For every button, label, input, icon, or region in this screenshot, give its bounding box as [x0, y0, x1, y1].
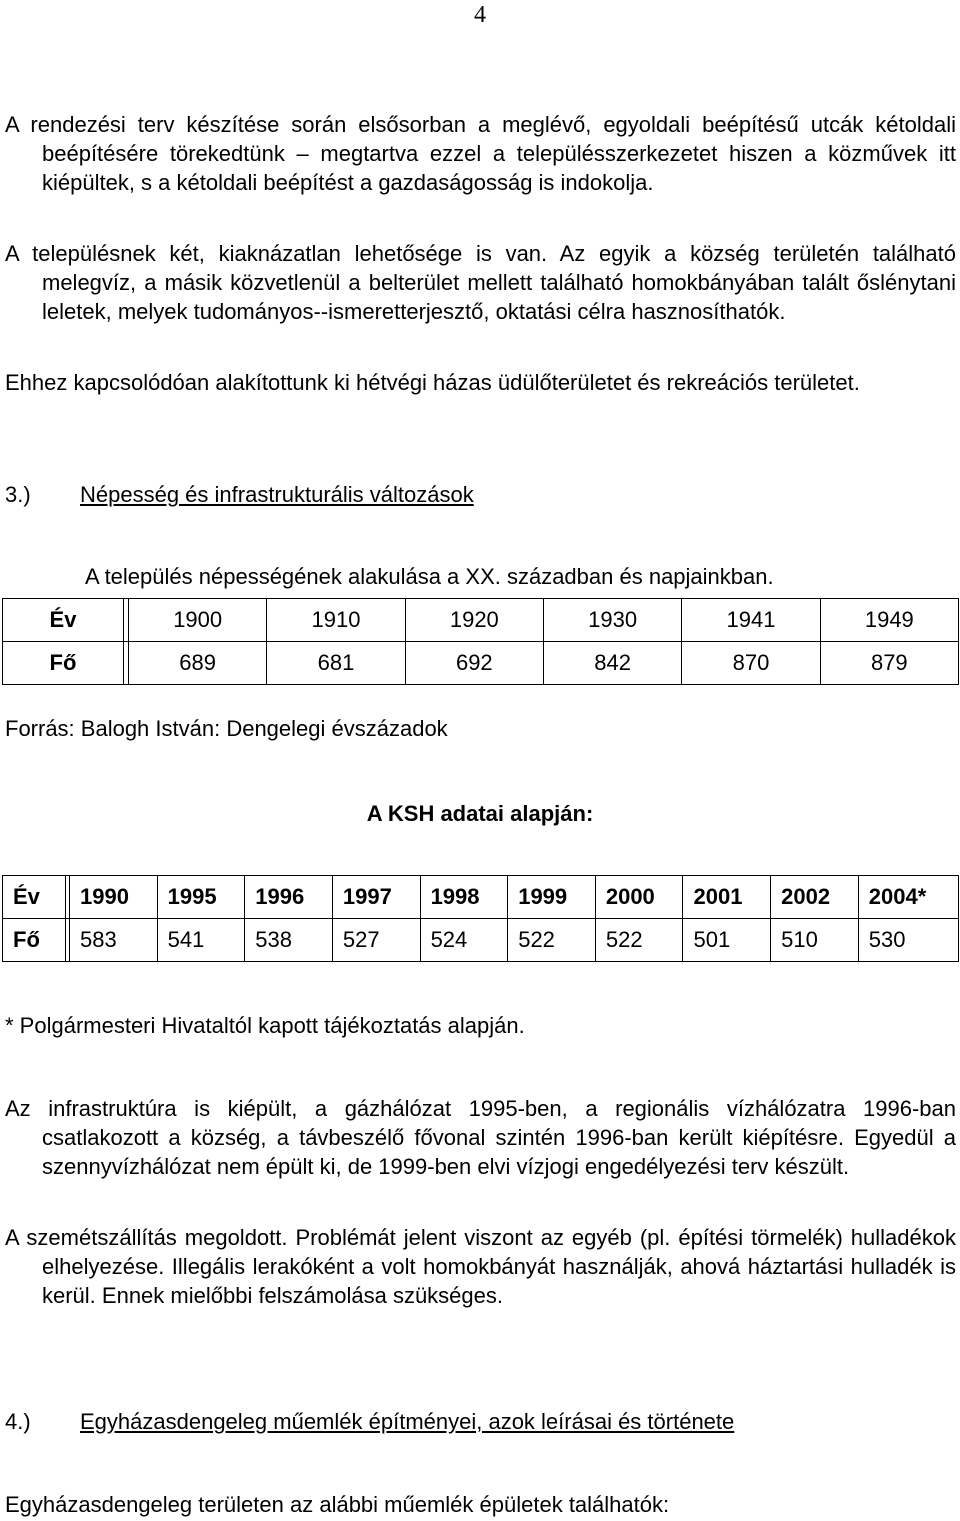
page-number: 4	[474, 2, 486, 28]
section-3-heading	[5, 480, 474, 509]
section-title: Egyházasdengeleg műemlék építményei, azok leírásai és története	[80, 1409, 735, 1434]
table-cell: 1995	[157, 876, 245, 919]
table-cell: 538	[245, 919, 333, 962]
table-cell: 522	[508, 919, 596, 962]
table-cell: 1999	[508, 876, 596, 919]
table-cell: 583	[70, 919, 158, 962]
table-row	[3, 599, 959, 642]
section-number: 4.)	[5, 1409, 31, 1434]
table-cell: 1941	[682, 599, 820, 642]
row-header-population: Fő	[3, 919, 66, 962]
table-cell: 1920	[405, 599, 543, 642]
table-cell: 541	[157, 919, 245, 962]
table-cell: 527	[332, 919, 420, 962]
paragraph-szemetszallitas: A szemétszállítás megoldott. Problémát jelent viszont az egyéb (pl. építési törmelék) hulladékok elhelyezése. Illegális lerakóként a volt homokbányát használják, ahová háztartási hulladék is kerül. Ennek mielőbbi felszámolása szükséges.	[5, 1225, 956, 1308]
table2-footnote: * Polgármesteri Hivataltól kapott tájékoztatás alapján.	[5, 1013, 525, 1038]
table-cell: 1930	[543, 599, 681, 642]
table-cell: 510	[771, 919, 859, 962]
table-cell: 692	[405, 642, 543, 685]
table-cell: 1996	[245, 876, 333, 919]
table-cell: 522	[595, 919, 683, 962]
table-cell: 870	[682, 642, 820, 685]
population-table-recent	[2, 875, 959, 962]
section-number: 3.)	[5, 482, 31, 507]
table-row	[3, 876, 959, 919]
paragraph-infrastruktura: Az infrastruktúra is kiépült, a gázhálózat 1995-ben, a regionális vízhálózatra 1996-ban csatlakozott a község, a távbeszélő fővonal szintén 1996-ban került kiépítésre. Egyedül a szennyvízhálózat nem épült ki, de 1999-ben elvi vízjogi engedélyezési terv készült.	[5, 1096, 956, 1179]
table-cell: 689	[129, 642, 267, 685]
table-cell: 1900	[129, 599, 267, 642]
paragraph-udulo: Ehhez kapcsolódóan alakítottunk ki hétvégi házas üdülőterületet és rekreációs területet.	[5, 370, 860, 395]
row-header-population: Fő	[3, 642, 124, 685]
table-cell: 1998	[420, 876, 508, 919]
table1-source: Forrás: Balogh István: Dengelegi évszázadok	[5, 716, 448, 741]
paragraph-lehetosegek: A településnek két, kiaknázatlan lehetősége is van. Az egyik a község területén található melegvíz, a másik közvetlenül a belterület mellett található homokbányában talált őslénytani leletek, melyek tudományos--ismeretterjesztő, oktatási célra hasznosíthatók.	[5, 241, 956, 324]
row-header-year: Év	[3, 876, 66, 919]
table-cell: 501	[683, 919, 771, 962]
closing-line: Egyházasdengeleg területen az alábbi műemlék épületek találhatók:	[5, 1492, 670, 1517]
table-cell: 1910	[267, 599, 405, 642]
row-header-year: Év	[3, 599, 124, 642]
table-cell: 681	[267, 642, 405, 685]
table-cell: 1997	[332, 876, 420, 919]
table-cell: 2001	[683, 876, 771, 919]
table-cell: 1949	[820, 599, 958, 642]
table-cell: 2004*	[858, 876, 958, 919]
section-title: Népesség és infrastrukturális változások	[80, 482, 474, 507]
paragraph-rendezesi-terv: A rendezési terv készítése során elsősorban a meglévő, egyoldali beépítésű utcák kétoldali beépítésére törekedtünk – megtartva ezzel a településszerkezetet hiszen a közművek itt kiépültek, s a kétoldali beépítést a gazdaságosság is indokolja.	[5, 112, 956, 195]
table-cell: 524	[420, 919, 508, 962]
table-cell: 2002	[771, 876, 859, 919]
table-cell: 2000	[595, 876, 683, 919]
section-4-heading	[5, 1407, 734, 1436]
table-cell: 842	[543, 642, 681, 685]
table-cell: 879	[820, 642, 958, 685]
table-row	[3, 919, 959, 962]
table1-caption: A település népességének alakulása a XX. században és napjainkban.	[85, 564, 774, 589]
table-row	[3, 642, 959, 685]
population-table-1900s	[2, 598, 959, 685]
table-cell: 1990	[70, 876, 158, 919]
table2-caption: A KSH adatai alapján:	[366, 801, 594, 826]
table-cell: 530	[858, 919, 958, 962]
